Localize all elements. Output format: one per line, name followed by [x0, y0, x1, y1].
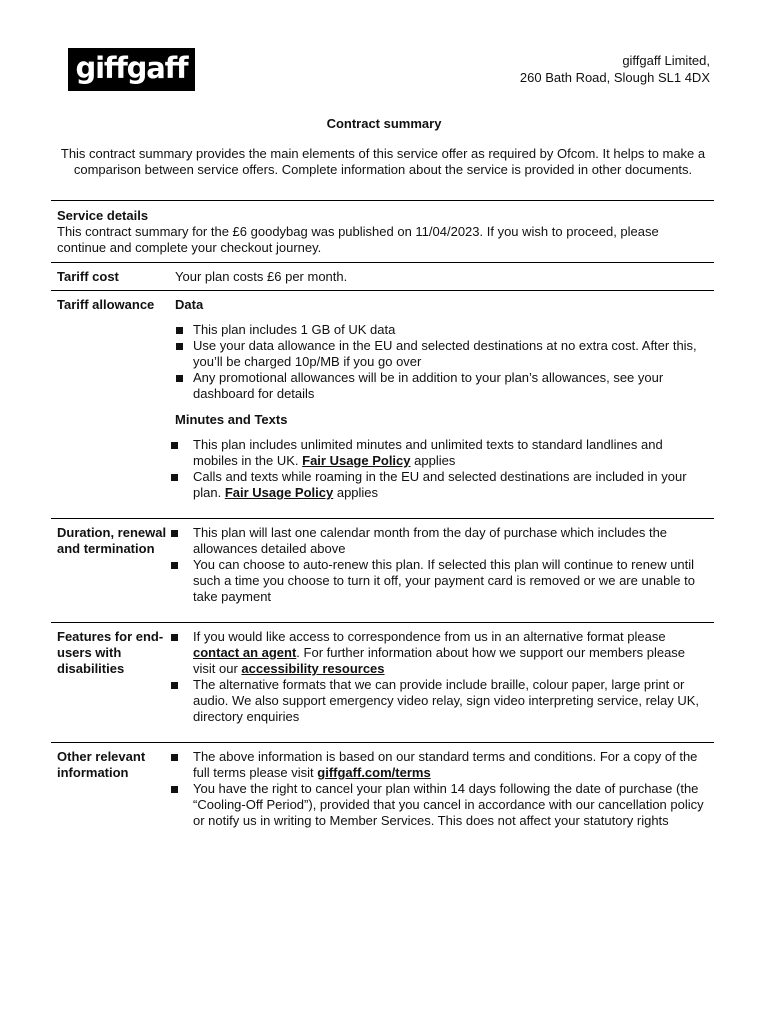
list-item-text: Calls and texts while roaming in the EU and selected destinations are included in your plan. — [193, 469, 687, 500]
terms-link[interactable]: giffgaff.com/terms — [317, 765, 431, 780]
minutes-texts-list — [175, 437, 706, 501]
company-address — [520, 52, 710, 86]
list-item: You have the right to cancel your plan within 14 days following the date of purchase (the “Cooling-Off Period”), provided that you cancel in accordance with our cancellation policy or notify us in writing to Member Services. This does not affect your statutory rights — [175, 781, 706, 829]
intro-paragraph: This contract summary provides the main elements of this service offer as required by Ofcom. It helps to make a comparison between service offers. Complete information about the service is provided in other documents. — [60, 146, 706, 177]
list-item — [175, 629, 706, 677]
other-list — [175, 749, 706, 829]
list-item-text: . For further information about how we support our members please visit our — [193, 645, 686, 676]
tariff-allowance-row — [51, 291, 714, 519]
accessibility-features-label: Features for end-users with disabilities — [57, 629, 164, 676]
list-item: You can choose to auto-renew this plan. If selected this plan will continue to renew until such a time you choose to turn it off, your payment card is removed or we are unable to take payment — [175, 557, 706, 605]
list-item-text: If you would like access to correspondence from us in an alternative format please — [193, 629, 666, 644]
fair-usage-policy-link[interactable]: Fair Usage Policy — [302, 453, 411, 468]
list-item: Use your data allowance in the EU and selected destinations at no extra cost. After this, you’ll be charged 10p/MB if you go over — [175, 338, 706, 370]
tariff-cost-row — [51, 263, 714, 291]
list-item-text: The above information is based on our standard terms and conditions. For a copy of the full terms please visit — [193, 749, 698, 780]
minutes-texts-heading: Minutes and Texts — [175, 412, 288, 427]
list-item: Any promotional allowances will be in addition to your plan’s allowances, see your dashboard for details — [175, 370, 706, 402]
service-details-section — [51, 201, 714, 263]
fair-usage-policy-link[interactable]: Fair Usage Policy — [224, 485, 334, 500]
tariff-cost-text: Your plan costs £6 per month. — [175, 269, 348, 284]
other-information-label: Other relevant information — [57, 749, 146, 780]
tariff-allowance-content — [175, 297, 714, 501]
list-item — [175, 437, 706, 469]
accessibility-features-content — [175, 629, 714, 725]
contract-summary-table — [51, 200, 714, 835]
document-title: Contract summary — [326, 116, 442, 131]
duration-list — [175, 525, 706, 605]
list-item-text: This plan includes unlimited minutes and unlimited texts to standard landlines and mobiles in the UK. — [193, 437, 663, 468]
other-information-row — [51, 743, 714, 835]
tariff-cost-label: Tariff cost — [57, 269, 119, 284]
duration-renewal-content — [175, 525, 714, 605]
address-line-1: giffgaff Limited, — [622, 53, 710, 68]
list-item-text: applies — [336, 485, 379, 500]
list-item: This plan will last one calendar month from the day of purchase which includes the allowances detailed above — [175, 525, 706, 557]
accessibility-features-row — [51, 623, 714, 743]
data-heading: Data — [175, 297, 204, 312]
list-item: This plan includes 1 GB of UK data — [175, 322, 706, 338]
giffgaff-logo: giffgaff — [68, 48, 195, 91]
list-item-text: applies — [414, 453, 456, 468]
list-item: The alternative formats that we can provide include braille, colour paper, large print or audio. We also support emergency video relay, sign video interpreting service, relay UK, directory enquiries — [175, 677, 706, 725]
duration-renewal-label: Duration, renewal and termination — [57, 525, 167, 556]
service-details-heading: Service details — [57, 208, 149, 223]
service-details-text: This contract summary for the £6 goodybag was published on 11/04/2023. If you wish to proceed, please continue and complete your checkout journey. — [57, 224, 659, 255]
data-list — [175, 322, 706, 402]
duration-renewal-row — [51, 519, 714, 623]
contact-agent-link[interactable]: contact an agent — [193, 645, 297, 660]
accessibility-resources-link[interactable]: accessibility resources — [241, 661, 385, 676]
other-information-content — [175, 749, 714, 829]
list-item — [175, 749, 706, 781]
list-item — [175, 469, 706, 501]
tariff-allowance-label: Tariff allowance — [57, 297, 155, 312]
address-line-2: 260 Bath Road, Slough SL1 4DX — [519, 70, 710, 85]
features-list — [175, 629, 706, 725]
